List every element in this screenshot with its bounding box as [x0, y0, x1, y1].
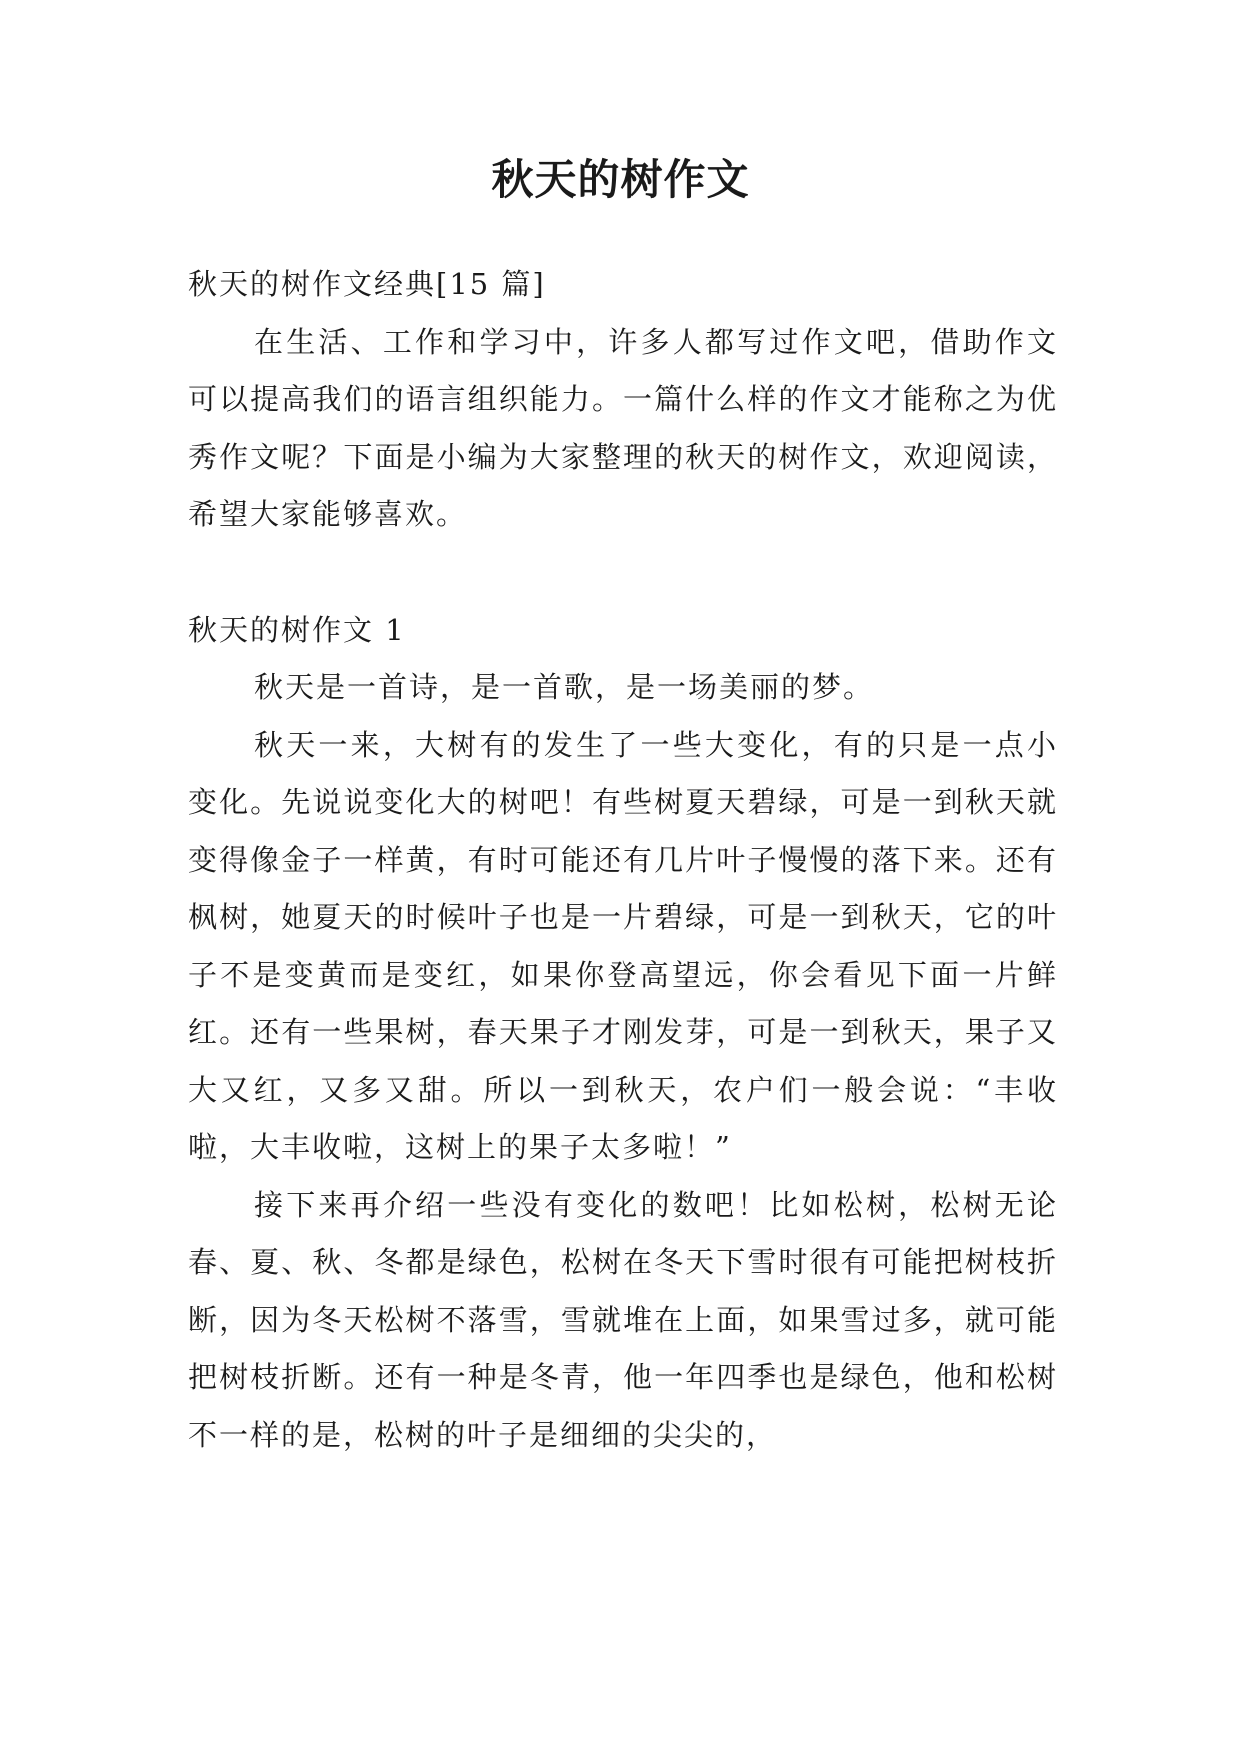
section-heading: 秋天的树作文 1	[188, 612, 406, 647]
body-paragraph-2: 秋天一来，大树有的发生了一些大变化，有的只是一点小变化。先说说变化大的树吧！有些树夏天碧绿，可是一到秋天就变得像金子一样黄，有时可能还有几片叶子慢慢的落下来。还有枫树，她夏天的时候叶子也是一片碧绿，可是一到秋天，它的叶子不是变黄而是变红，如果你登高望远，你会看见下面一片鲜红。还有一些果树，春天果子才刚发芽，可是一到秋天，果子又大又红，又多又甜。所以一到秋天，农户们一般会说：“丰收啦，大丰收啦，这树上的果子太多啦！”	[188, 727, 1058, 1164]
document-subtitle: 秋天的树作文经典[15 篇]	[188, 267, 546, 301]
section-spacer	[188, 544, 1058, 602]
document-body	[188, 256, 1058, 1464]
body-paragraph-3: 接下来再介绍一些没有变化的数吧！比如松树，松树无论春、夏、秋、冬都是绿色，松树在冬天下雪时很有可能把树枝折断，因为冬天松树不落雪，雪就堆在上面，如果雪过多，就可能把树枝折断。还有一种是冬青，他一年四季也是绿色，他和松树不一样的是，松树的叶子是细细的尖尖的，	[188, 1187, 1058, 1452]
body-paragraph-1: 秋天是一首诗，是一首歌，是一场美丽的梦。	[254, 670, 875, 704]
intro-paragraph: 在生活、工作和学习中，许多人都写过作文吧，借助作文可以提高我们的语言组织能力。一篇什么样的作文才能称之为优秀作文呢？下面是小编为大家整理的秋天的树作文，欢迎阅读，希望大家能够喜欢。	[188, 324, 1058, 531]
document-title: 秋天的树作文	[491, 155, 750, 204]
